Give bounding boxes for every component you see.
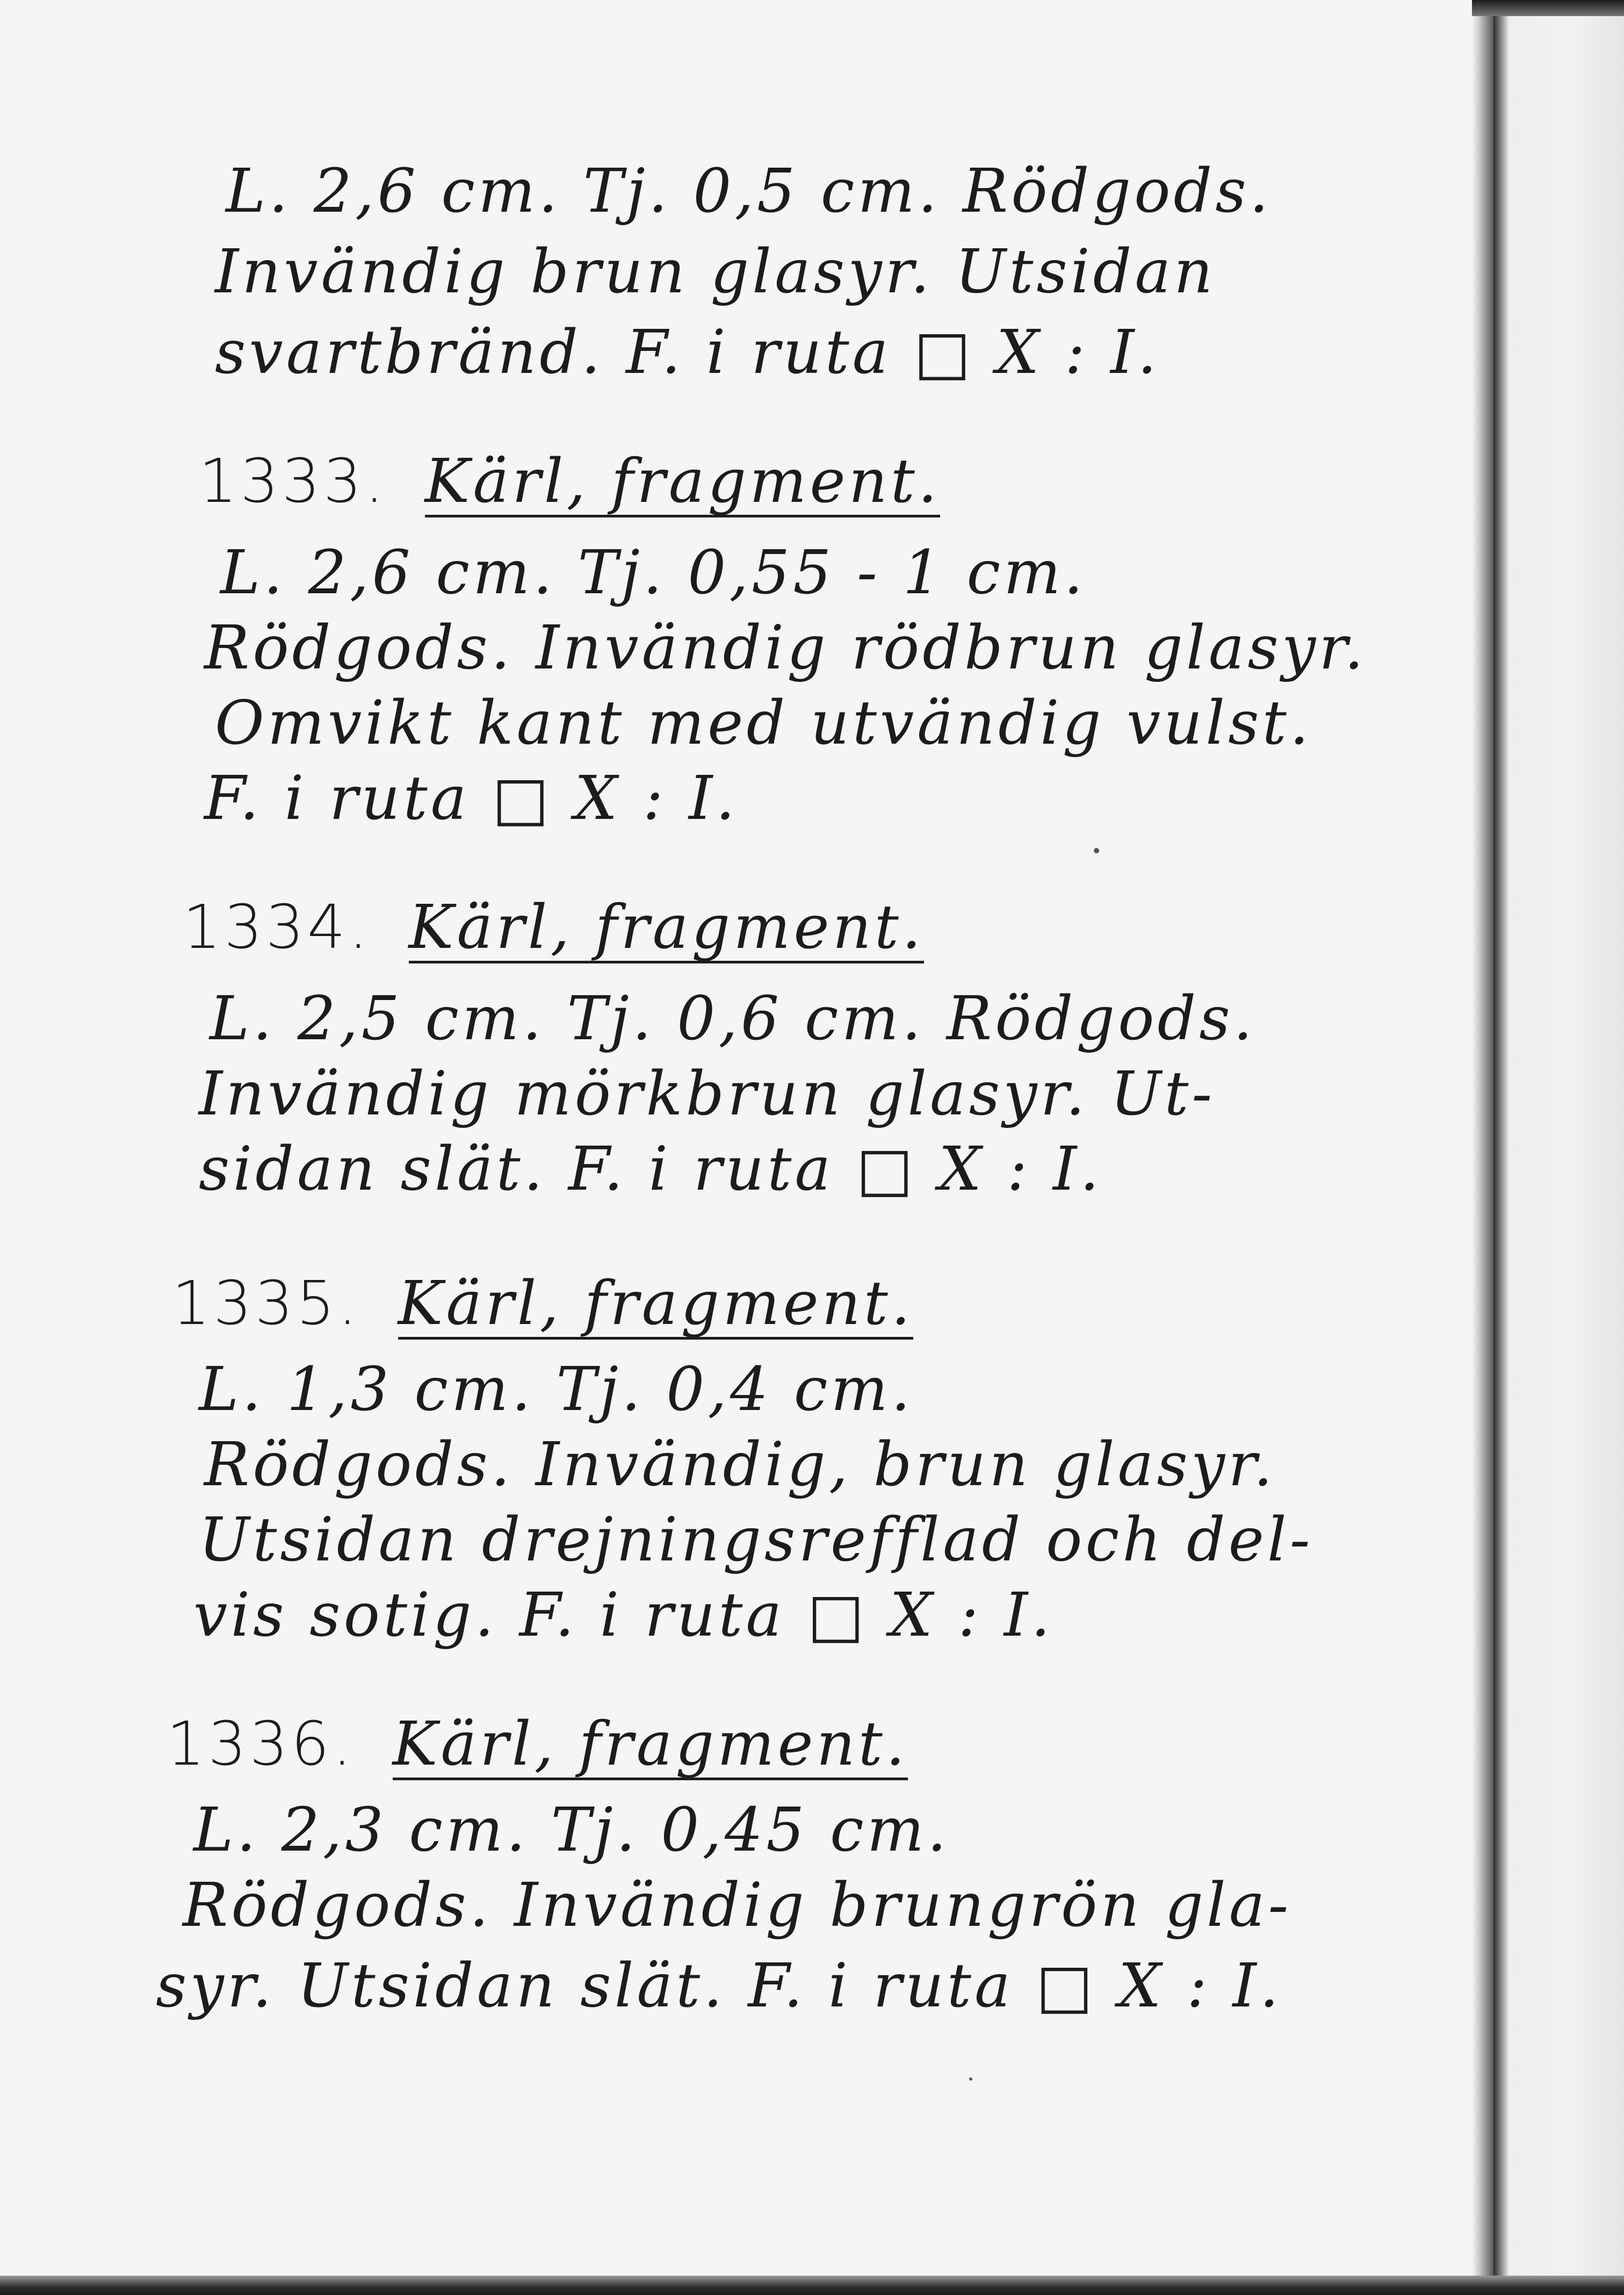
entry-1336-line-3: syr. Utsidan slät. F. i ruta □ X : I.: [156, 1951, 1282, 2021]
entry-number: 1335.: [172, 1269, 360, 1339]
entry-number: 1333.: [199, 447, 387, 516]
entry-1333-line-4: F. i ruta □ X : I.: [204, 764, 738, 833]
adjacent-page-edge: [1493, 0, 1624, 2295]
entry-1335-heading: [172, 1269, 914, 1340]
entry-1335-line-3: Utsidan drejningsrefflad och del-: [199, 1505, 1313, 1575]
continuation-line-2: Invändig brun glasyr. Utsidan: [215, 237, 1216, 307]
entry-1334-line-3: sidan slät. F. i ruta □ X : I.: [199, 1134, 1102, 1204]
entry-1333-line-1: L. 2,6 cm. Tj. 0,55 - 1 cm.: [220, 538, 1086, 608]
page-gutter-shadow: [1472, 0, 1493, 2295]
entry-1333-line-2: Rödgods. Invändig rödbrun glasyr.: [204, 613, 1367, 683]
entry-title: Kärl, fragment.: [398, 1269, 914, 1339]
entry-title: Kärl, fragment.: [392, 1709, 908, 1779]
entry-1333-heading: [199, 447, 941, 517]
entry-number: 1334.: [183, 893, 371, 962]
ink-speck: [1094, 848, 1099, 853]
entry-1335-line-2: Rödgods. Invändig, brun glasyr.: [204, 1430, 1276, 1500]
entry-1333-line-3: Omvikt kant med utvändig vulst.: [215, 688, 1312, 758]
entry-1336-line-1: L. 2,3 cm. Tj. 0,45 cm.: [193, 1795, 950, 1865]
scan-bottom-edge: [0, 2276, 1624, 2295]
entry-1335-line-1: L. 1,3 cm. Tj. 0,4 cm.: [199, 1355, 914, 1425]
entry-number: 1336.: [167, 1709, 355, 1779]
continuation-line-3: svartbränd. F. i ruta □ X : I.: [215, 318, 1160, 387]
continuation-line-1: L. 2,6 cm. Tj. 0,5 cm. Rödgods.: [226, 156, 1272, 226]
entry-1334-heading: [183, 893, 925, 963]
ink-speck: [969, 2077, 972, 2081]
entry-1336-heading: [167, 1709, 908, 1780]
entry-1334-line-2: Invändig mörkbrun glasyr. Ut-: [199, 1059, 1216, 1129]
scan-top-edge: [1472, 0, 1624, 16]
entry-title: Kärl, fragment.: [408, 893, 925, 962]
entry-1334-line-1: L. 2,5 cm. Tj. 0,6 cm. Rödgods.: [210, 984, 1256, 1054]
entry-title: Kärl, fragment.: [424, 447, 941, 516]
entry-1335-line-4: vis sotig. F. i ruta □ X : I.: [193, 1580, 1053, 1650]
entry-1336-line-2: Rödgods. Invändig brungrön gla-: [183, 1870, 1292, 1940]
